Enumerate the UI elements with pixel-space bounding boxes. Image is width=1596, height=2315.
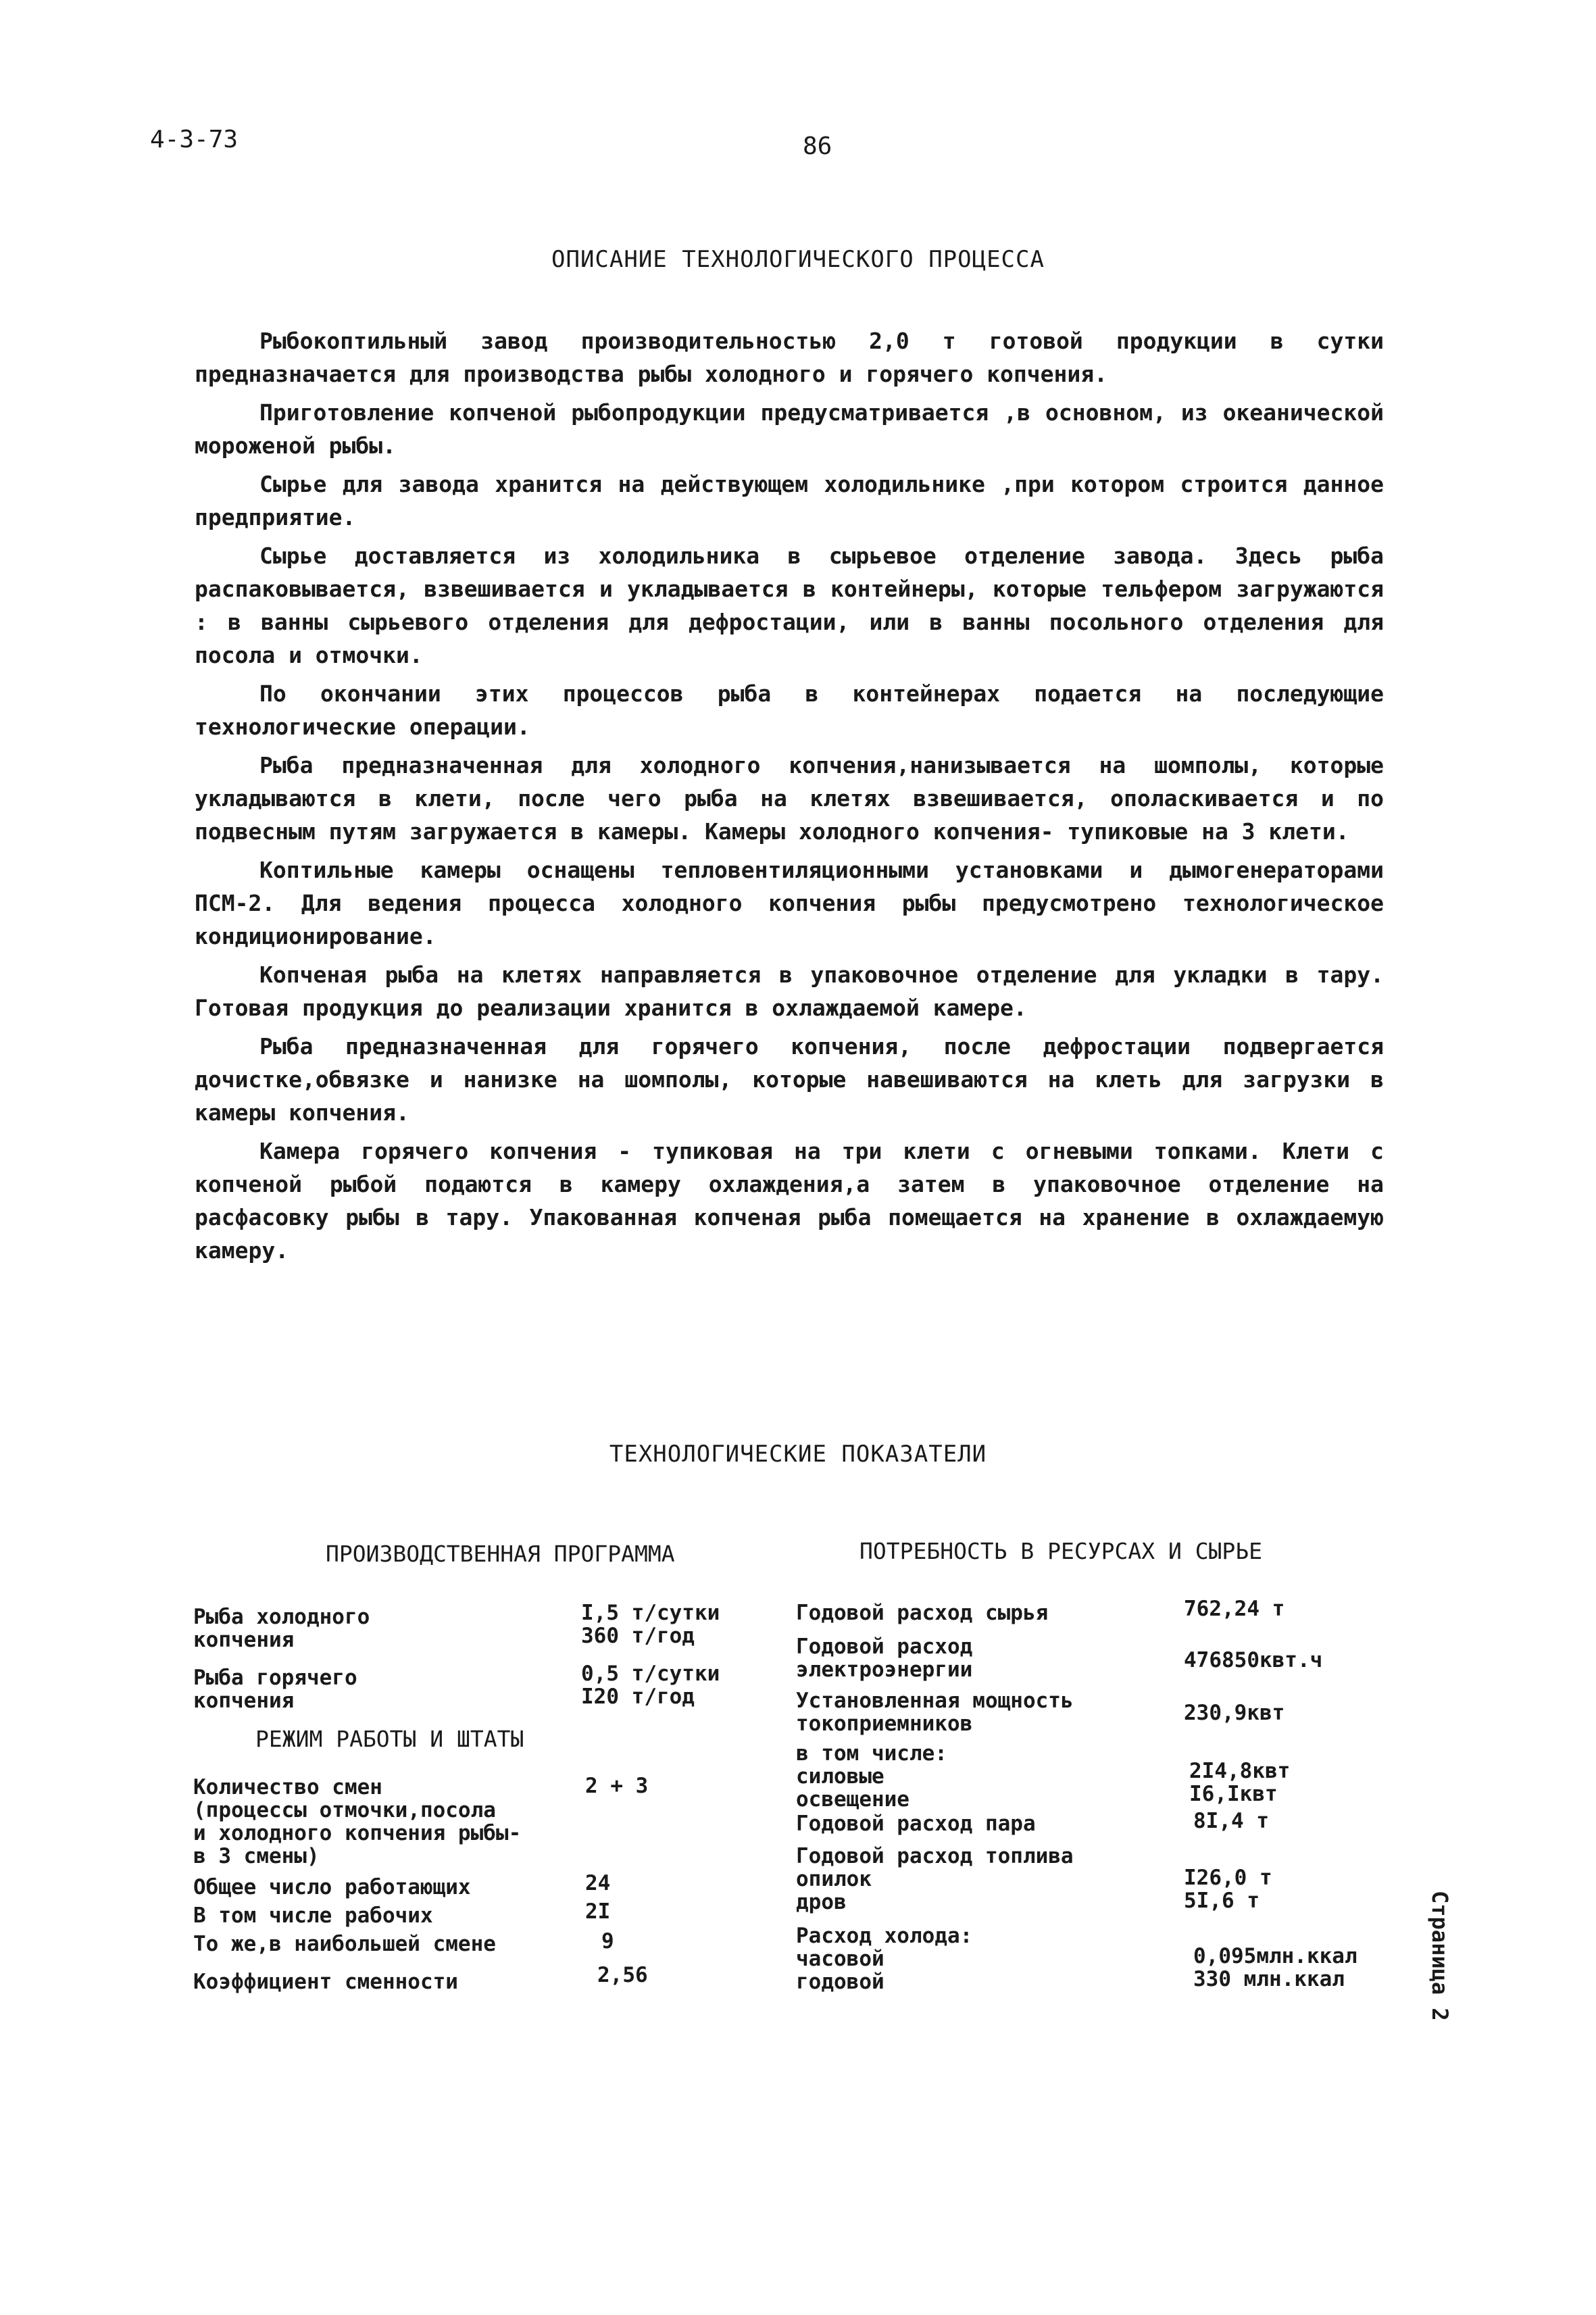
mode-row-value: 2I [585,1899,611,1924]
paragraph: Коптильные камеры оснащены тепловентиляционными установками и дымогенераторами ПСМ-2. Для ведения процесса холодного копчения рыбы предусмотрено технологическое кондиционирование. [195,857,1384,949]
paragraph: Камера горячего копчения - тупиковая на три клети с огневыми топками. Клети с копченой рыбой подаются в камеру охлаждения,а затем в упаковочное отделение на расфасовку рыбы в тару. Упакованная копченая рыба помещается на хранение в охлаждаемую камеру. [195,1138,1384,1264]
resource-row-label: Годовой расход топлива опилок дров [796,1844,1074,1914]
resource-row-value: 230,9квт [1184,1701,1285,1725]
resource-row-value: 8I,4 т [1193,1809,1269,1833]
paragraph: Рыба предназначенная для горячего копчения, после дефростации подвергается дочистке,обвязке и нанизке на шомполы, которые навешиваются на клеть для загрузки в камеры копчения. [195,1033,1384,1126]
resource-row-label: Установленная мощность токоприемников [796,1689,1074,1736]
mode-row-label: Количество смен (процессы отмочки,посола и холодного копчения рыбы- в 3 смены) [193,1775,522,1868]
resource-row-value: 2I4,8квт I6,Iквт [1189,1759,1291,1806]
mode-row-label: В том числе рабочих [193,1903,433,1928]
mode-row-value: 2,56 [597,1963,648,1987]
resource-row-value: 0,095млн.ккал 330 млн.ккал [1193,1944,1357,1991]
paragraph: Приготовление копченой рыбопродукции предусматривается ,в основном, из океанической мороженой рыбы. [195,399,1384,459]
side-page-label: Страница 2 [1427,1891,1453,2021]
paragraph: По окончании этих процессов рыба в контейнерах подается на последующие технологические операции. [195,680,1384,740]
mode-row-label: Коэффициент сменности [193,1970,458,1994]
resource-row-value: I26,0 т 5I,6 т [1184,1866,1272,1913]
program-heading: ПРОИЗВОДСТВЕННАЯ ПРОГРАММА [326,1541,675,1567]
resource-row-value: 476850квт.ч [1184,1648,1323,1672]
resource-row-label: Расход холода: часовой годовой [796,1924,973,1994]
paragraph: Сырье для завода хранится на действующем холодильнике ,при котором строится данное предприятие. [195,471,1384,530]
program-row-label: Рыба холодного копчения [193,1605,370,1652]
mode-row-label: То же,в наибольшей смене [193,1932,496,1956]
resource-row-label: в том числе: силовые освещение [796,1741,947,1812]
resource-row-label: Годовой расход сырья [796,1601,1049,1625]
mode-row-value: 24 [585,1871,611,1895]
paragraph: Рыбокоптильный завод производительностью 2,0 т готовой продукции в сутки предназначается для производства рыбы холодного и горячего копчения. [195,328,1384,387]
paragraph: Рыба предназначенная для холодного копчения,нанизывается на шомполы, которые укладываются в клети, после чего рыба на клетях взвешивается, ополаскивается и по подвесным путям загружается в камеры. Камеры холодного копчения- тупиковые на 3 клети. [195,752,1384,845]
mode-heading: РЕЖИМ РАБОТЫ И ШТАТЫ [255,1726,524,1752]
resources-heading: ПОТРЕБНОСТЬ В РЕСУРСАХ И СЫРЬЕ [859,1538,1263,1564]
program-row-label: Рыба горячего копчения [193,1666,357,1713]
mode-row-value: 2 + 3 [585,1774,649,1798]
program-row-value: I,5 т/сутки 360 т/год [581,1601,720,1648]
indicators-title: ТЕХНОЛОГИЧЕСКИЕ ПОКАЗАТЕЛИ [609,1441,987,1468]
document-code: 4-3-73 [150,126,239,153]
resource-row-value: 762,24 т [1184,1597,1285,1621]
mode-row-label: Общее число работающих [193,1875,471,1899]
program-row-value: 0,5 т/сутки I20 т/год [581,1662,720,1709]
page-number: 86 [803,132,832,160]
resource-row-label: Годовой расход электроэнергии [796,1635,973,1682]
resource-row-label: Годовой расход пара [796,1812,1036,1836]
paragraph: Копченая рыба на клетях направляется в упаковочное отделение для укладки в тару. Готовая продукция до реализации хранится в охлаждаемой камере. [195,962,1384,1021]
paragraph: Сырье доставляется из холодильника в сырьевое отделение завода. Здесь рыба распаковывается, взвешивается и укладывается в контейнеры, которые тельфером загружаются : в ванны сырьевого отделения для дефростации, или в ванны посольного отделения для посола и отмочки. [195,543,1384,668]
description-body [195,324,1384,1272]
mode-row-value: 9 [601,1929,614,1953]
description-title: ОПИСАНИЕ ТЕХНОЛОГИЧЕСКОГО ПРОЦЕССА [551,246,1045,273]
